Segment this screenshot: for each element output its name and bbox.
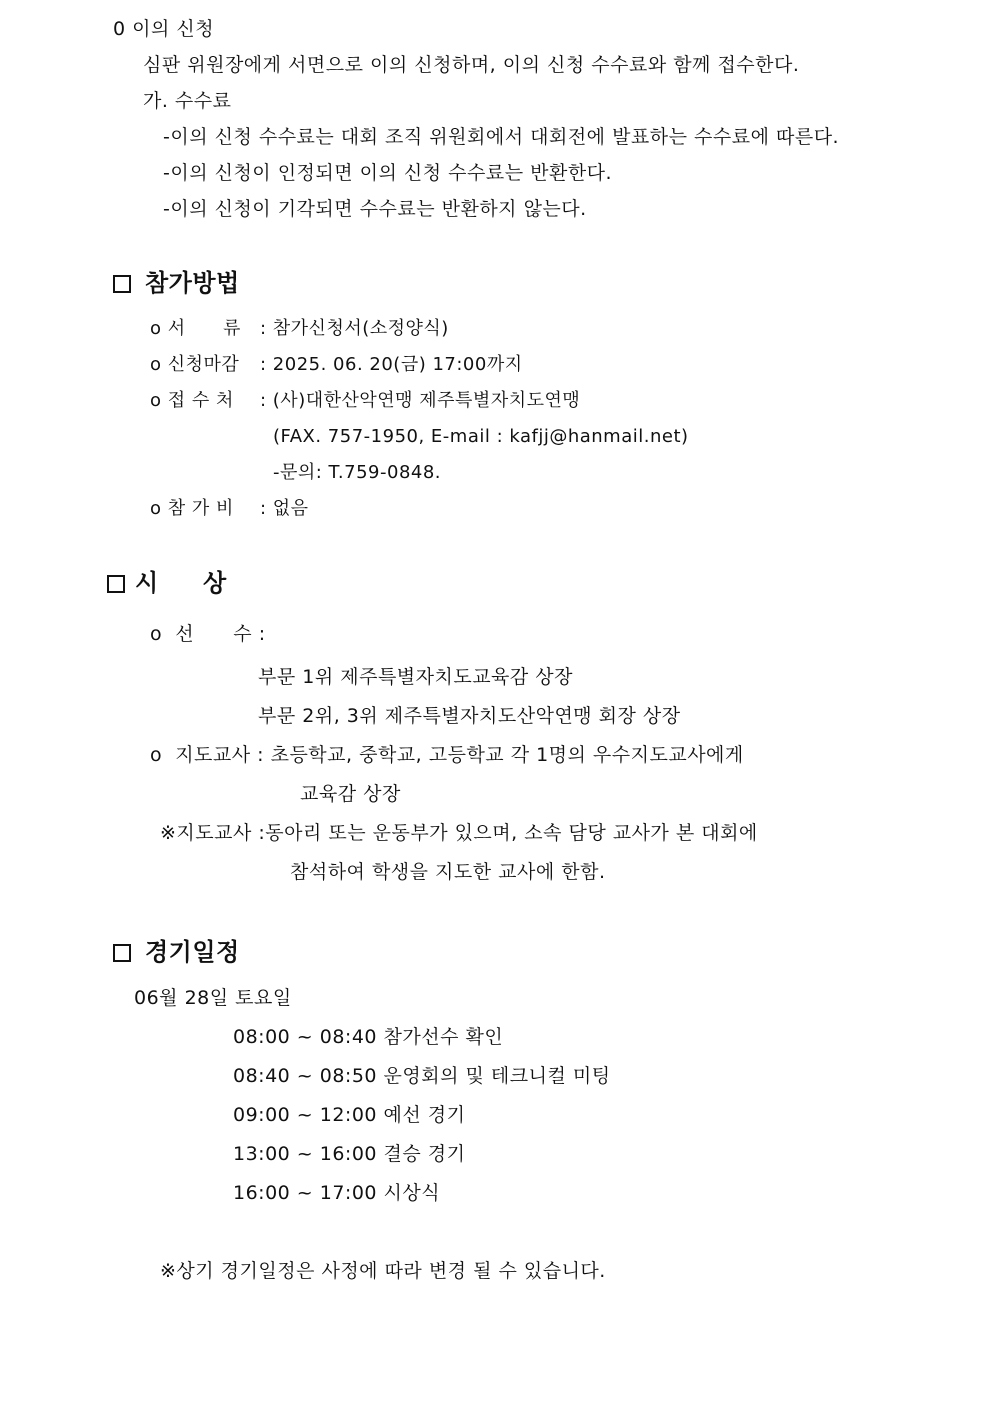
schedule-note: ※상기 경기일정은 사정에 따라 변경 될 수 있습니다.	[160, 1260, 606, 1282]
objection-description: 심판 위원장에게 서면으로 이의 신청하며, 이의 신청 수수료와 함께 접수한다.	[143, 54, 800, 76]
fee-item: -이의 신청 수수료는 대회 조직 위원회에서 대회전에 발표하는 수수료에 따른다.	[163, 126, 840, 148]
player-award: 부문 1위 제주특별자치도교육감 상장	[258, 666, 574, 688]
deadline-value: : 2025. 06. 20(금) 17:00까지	[260, 354, 523, 375]
awards-heading	[107, 568, 227, 598]
participation-heading	[113, 268, 240, 298]
office-row	[150, 389, 580, 413]
fee-item: -이의 신청이 인정되면 이의 신청 수수료는 반환한다.	[163, 162, 613, 184]
office-label: o 접 수 처	[150, 390, 234, 411]
objection-title: 0 이의 신청	[113, 18, 215, 40]
checkbox-square-icon	[113, 944, 131, 962]
teacher-note: ※지도교사 :동아리 또는 운동부가 있으며, 소속 담당 교사가 본 대회에	[160, 822, 758, 844]
deadline-label: o 신청마감	[150, 354, 240, 375]
documents-label: o 서 류	[150, 318, 241, 339]
teacher-note-cont: 참석하여 학생을 지도한 교사에 한함.	[290, 861, 606, 883]
documents-value: : 참가신청서(소정양식)	[260, 318, 449, 339]
fee-value: : 없음	[260, 498, 309, 519]
documents-row	[150, 317, 449, 341]
office-contact: -문의: T.759-0848.	[273, 462, 442, 483]
schedule-item: 13:00 ~ 16:00 결승 경기	[233, 1143, 466, 1165]
players-label: o 선 수 :	[150, 623, 266, 645]
teacher-award-line: o 지도교사 : 초등학교, 중학교, 고등학교 각 1명의 우수지도교사에게	[150, 744, 744, 766]
checkbox-square-icon	[107, 575, 125, 593]
teacher-award-line-cont: 교육감 상장	[300, 783, 401, 805]
fee-row	[150, 497, 309, 521]
schedule-item: 08:40 ~ 08:50 운영회의 및 테크니컬 미팅	[233, 1065, 611, 1087]
schedule-item: 16:00 ~ 17:00 시상식	[233, 1182, 441, 1204]
player-award: 부문 2위, 3위 제주특별자치도산악연맹 회장 상장	[258, 705, 681, 727]
schedule-item: 08:00 ~ 08:40 참가선수 확인	[233, 1026, 504, 1048]
schedule-item: 09:00 ~ 12:00 예선 경기	[233, 1104, 466, 1126]
office-value: : (사)대한산악연맹 제주특별자치도연맹	[260, 390, 581, 411]
deadline-row	[150, 353, 523, 377]
awards-heading-text: 시 상	[135, 569, 227, 597]
schedule-heading	[113, 937, 240, 967]
checkbox-square-icon	[113, 275, 131, 293]
office-fax: (FAX. 757-1950, E-mail : kafjj@hanmail.net)	[273, 426, 689, 447]
fee-label: o 참 가 비	[150, 498, 234, 519]
schedule-date: 06월 28일 토요일	[134, 987, 292, 1009]
fee-item: -이의 신청이 기각되면 수수료는 반환하지 않는다.	[163, 198, 587, 220]
fee-subtitle: 가. 수수료	[143, 90, 232, 112]
schedule-heading-text: 경기일정	[145, 938, 240, 966]
participation-heading-text: 참가방법	[145, 269, 240, 297]
